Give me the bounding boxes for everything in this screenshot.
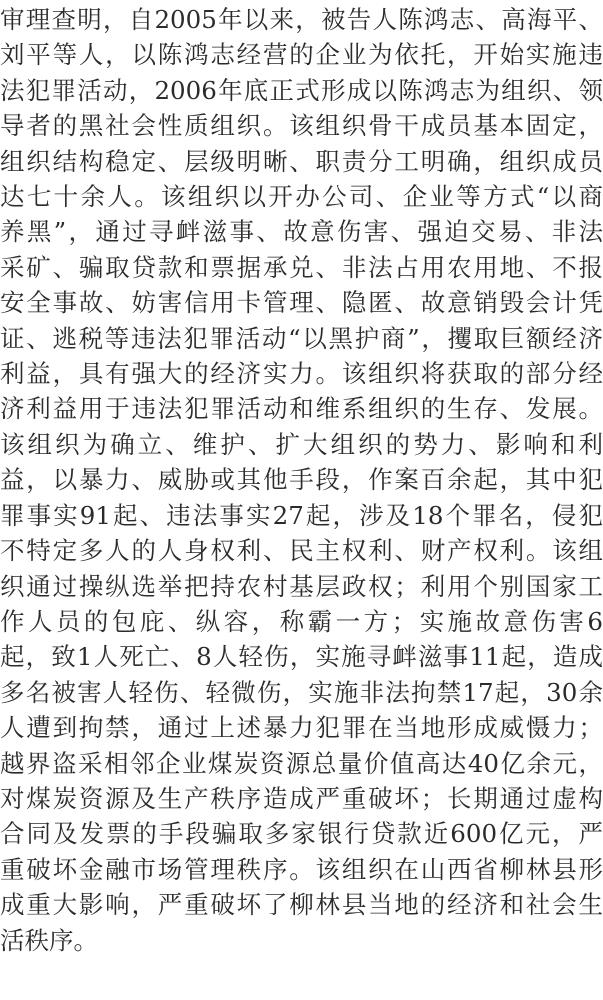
text-line: 不特定多人的人身权利、民主权利、财产权利。该组 bbox=[0, 536, 603, 566]
text-line: 多名被害人轻伤、轻微伤，实施非法拘禁17起，30余 bbox=[0, 677, 603, 707]
text-line: 合同及发票的手段骗取多家银行贷款近600亿元，严 bbox=[0, 819, 603, 849]
text-line: 刘平等人，以陈鸿志经营的企业为依托，开始实施违 bbox=[0, 40, 603, 70]
text-line: 养黑”，通过寻衅滋事、故意伤害、强迫交易、非法 bbox=[0, 217, 603, 247]
text-line: 济利益用于违法犯罪活动和维系组织的生存、发展。 bbox=[0, 394, 603, 424]
text-line: 安全事故、妨害信用卡管理、隐匿、故意销毁会计凭 bbox=[0, 288, 603, 318]
text-line: 起，致1人死亡、8人轻伤，实施寻衅滋事11起，造成 bbox=[0, 642, 603, 672]
text-line: 成重大影响，严重破坏了柳林县当地的经济和社会生 bbox=[0, 890, 603, 920]
text-line: 采矿、骗取贷款和票据承兑、非法占用农用地、不报 bbox=[0, 252, 603, 282]
article-body bbox=[0, 2, 603, 958]
text-line: 对煤炭资源及生产秩序造成严重破坏；长期通过虚构 bbox=[0, 783, 603, 813]
text-line: 人遭到拘禁，通过上述暴力犯罪在当地形成威慑力； bbox=[0, 713, 603, 743]
text-line: 益，以暴力、威胁或其他手段，作案百余起，其中犯 bbox=[0, 465, 603, 495]
text-line: 导者的黑社会性质组织。该组织骨干成员基本固定， bbox=[0, 111, 603, 141]
text-line: 重破坏金融市场管理秩序。该组织在山西省柳林县形 bbox=[0, 854, 603, 884]
text-line: 证、逃税等违法犯罪活动“以黑护商”，攫取巨额经济 bbox=[0, 323, 603, 353]
text-line: 作人员的包庇、纵容，称霸一方；实施故意伤害6 bbox=[0, 606, 603, 636]
text-line: 该组织为确立、维护、扩大组织的势力、影响和利 bbox=[0, 429, 603, 459]
text-line: 达七十余人。该组织以开办公司、企业等方式“以商 bbox=[0, 182, 603, 212]
text-line: 组织结构稳定、层级明晰、职责分工明确，组织成员 bbox=[0, 146, 603, 176]
text-line: 利益，具有强大的经济实力。该组织将获取的部分经 bbox=[0, 359, 603, 389]
text-line: 罪事实91起、违法事实27起，涉及18个罪名，侵犯 bbox=[0, 500, 603, 530]
text-line: 审理查明，自2005年以来，被告人陈鸿志、高海平、 bbox=[0, 5, 603, 34]
text-line: 织通过操纵选举把持农村基层政权；利用个别国家工 bbox=[0, 571, 603, 601]
text-line: 越界盗采相邻企业煤炭资源总量价值高达40亿余元， bbox=[0, 748, 603, 778]
text-line: 法犯罪活动，2006年底正式形成以陈鸿志为组织、领 bbox=[0, 75, 603, 105]
text-line: 活秩序。 bbox=[0, 925, 98, 955]
